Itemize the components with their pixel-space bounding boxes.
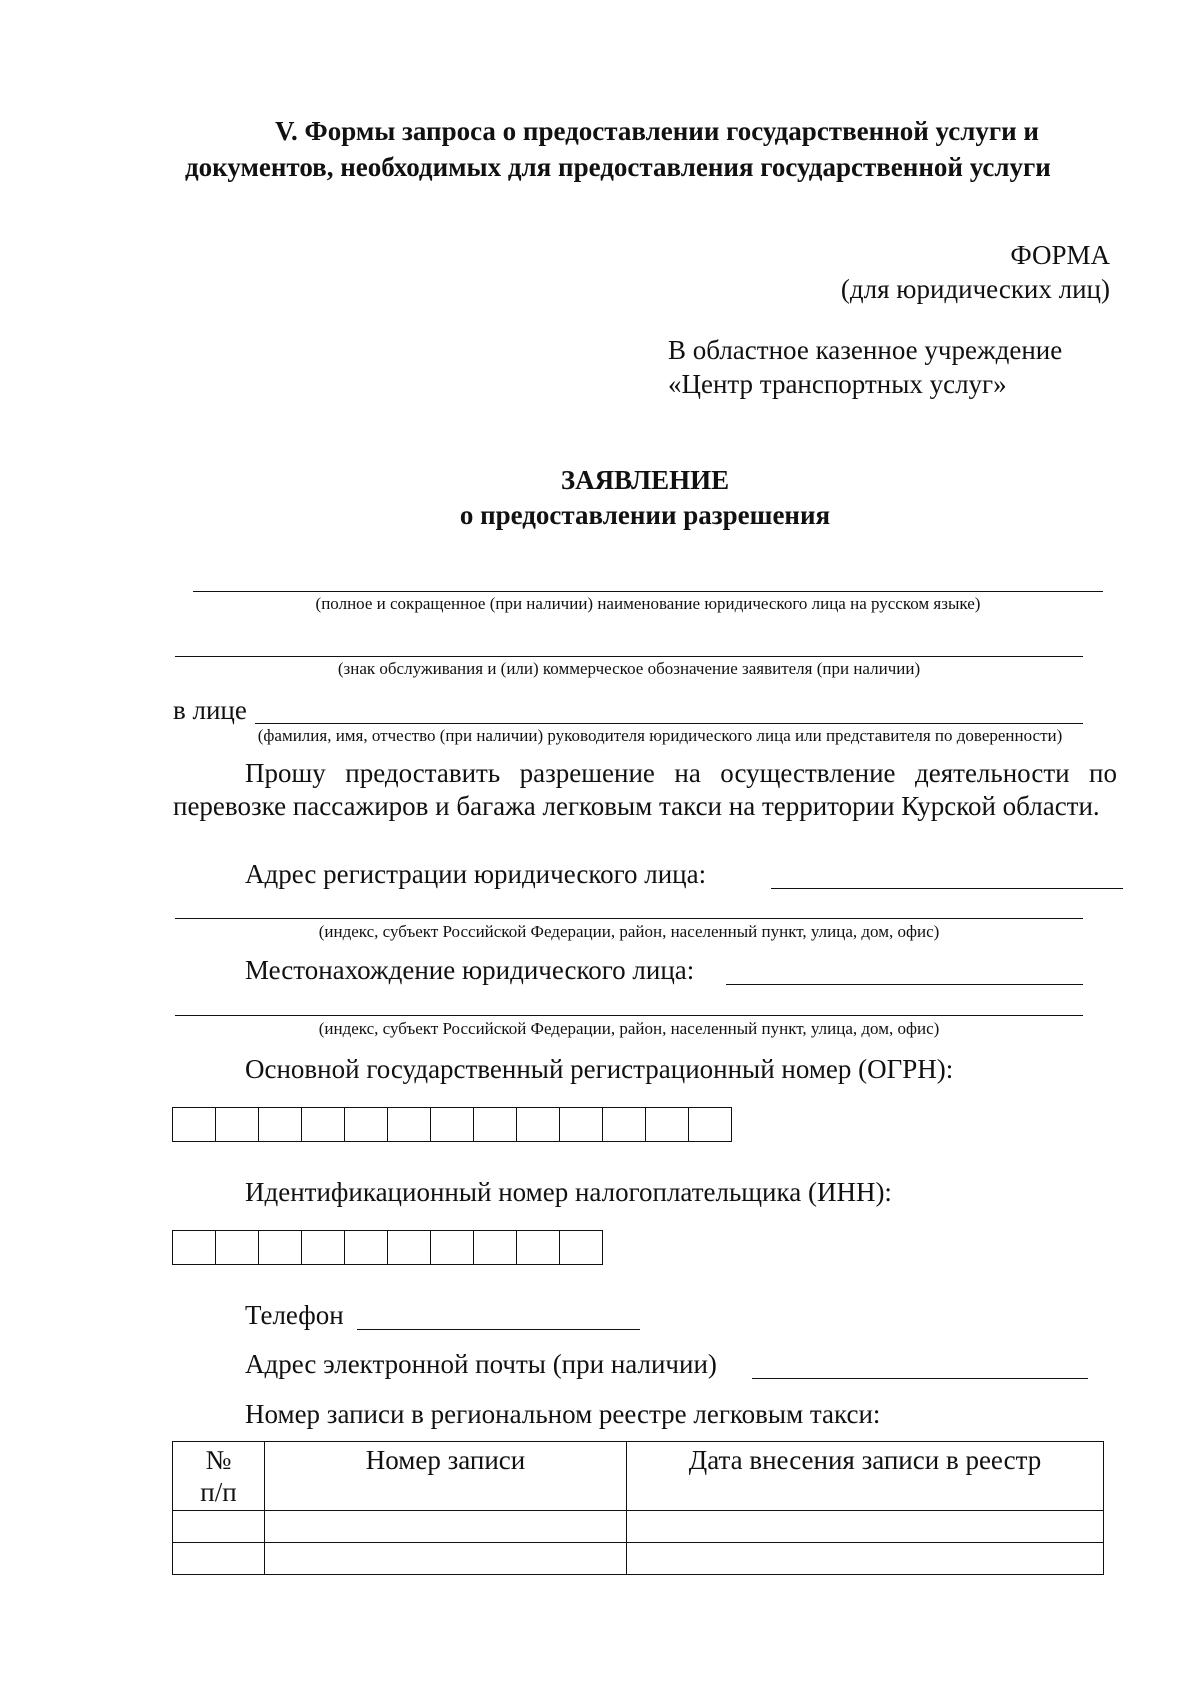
inn-label: Идентификационный номер налогоплательщика (ИНН):: [245, 1177, 892, 1207]
full-name-caption: (полное и сокращенное (при наличии) наименование юридического лица на русском языке): [315, 594, 981, 613]
column-header-record: Номер записи: [265, 1442, 627, 1511]
location-line-2[interactable]: [175, 1015, 1083, 1016]
table-cell-date[interactable]: [627, 1543, 1104, 1575]
table-row: [173, 1511, 1104, 1543]
column-header-date: Дата внесения записи в реестр: [627, 1442, 1104, 1511]
inn-cell[interactable]: [258, 1231, 301, 1264]
table-cell-number[interactable]: [173, 1543, 265, 1575]
document-title-sub: о предоставлении разрешения: [459, 500, 831, 530]
addressee-line1: В областное казенное учреждение: [668, 335, 1063, 365]
ogrn-cell[interactable]: [344, 1108, 387, 1141]
addressee-line2: «Центр транспортных услуг»: [668, 369, 1007, 399]
represented-by-line[interactable]: [255, 723, 1083, 724]
inn-cell[interactable]: [430, 1231, 473, 1264]
location-caption: (индекс, субъект Российской Федерации, район, населенный пункт, улица, дом, офис): [318, 1019, 940, 1038]
ogrn-cell[interactable]: [516, 1108, 559, 1141]
table-row: [173, 1543, 1104, 1575]
section-heading: [185, 113, 1110, 185]
inn-cell[interactable]: [344, 1231, 387, 1264]
registration-address-caption: (индекс, субъект Российской Федерации, район, населенный пункт, улица, дом, офис): [318, 922, 940, 941]
inn-cell[interactable]: [516, 1231, 559, 1264]
inn-cell[interactable]: [301, 1231, 344, 1264]
form-label-subtitle: (для юридических лиц): [840, 274, 1110, 304]
ogrn-label: Основной государственный регистрационный номер (ОГРН):: [245, 1054, 954, 1084]
column-header-number: [173, 1442, 265, 1511]
column-header-number-line2: п/п: [200, 1477, 237, 1507]
registry-table-header: [173, 1442, 1104, 1511]
registry-table: [172, 1441, 1104, 1575]
email-line[interactable]: [752, 1378, 1088, 1379]
table-cell-record[interactable]: [265, 1511, 627, 1543]
inn-cell[interactable]: [387, 1231, 430, 1264]
ogrn-cell[interactable]: [258, 1108, 301, 1141]
ogrn-cell[interactable]: [215, 1108, 258, 1141]
form-label-title: ФОРМА: [1010, 240, 1110, 270]
ogrn-cell[interactable]: [602, 1108, 645, 1141]
service-mark-line[interactable]: [175, 656, 1083, 657]
ogrn-cell[interactable]: [387, 1108, 430, 1141]
ogrn-cell[interactable]: [645, 1108, 688, 1141]
registration-address-label: Адрес регистрации юридического лица:: [245, 859, 707, 889]
inn-cell[interactable]: [473, 1231, 516, 1264]
ogrn-cell[interactable]: [688, 1108, 731, 1141]
inn-cell[interactable]: [173, 1231, 215, 1264]
ogrn-cell[interactable]: [430, 1108, 473, 1141]
phone-line[interactable]: [357, 1329, 640, 1330]
registry-label: Номер записи в региональном реестре легковым такси:: [245, 1399, 881, 1429]
phone-label: Телефон: [245, 1300, 344, 1330]
full-name-line[interactable]: [193, 591, 1103, 592]
registration-address-line-1[interactable]: [771, 888, 1123, 889]
section-heading-line1: V. Формы запроса о предоставлении государственной услуги и: [275, 116, 1039, 146]
email-label: Адрес электронной почты (при наличии): [245, 1349, 717, 1379]
ogrn-cell[interactable]: [301, 1108, 344, 1141]
document-title-main: ЗАЯВЛЕНИЕ: [560, 465, 730, 495]
document-title: [0, 463, 1200, 533]
request-paragraph: Прошу предоставить разрешение на осуществление деятельности по перевозке пассажиров и багажа легковым такси на территории Курской области.: [173, 758, 1117, 821]
addressee: [668, 333, 1062, 401]
location-label: Местонахождение юридического лица:: [245, 955, 695, 985]
form-label: [841, 238, 1110, 306]
ogrn-cell[interactable]: [173, 1108, 215, 1141]
inn-cell[interactable]: [215, 1231, 258, 1264]
ogrn-cell[interactable]: [559, 1108, 602, 1141]
table-cell-date[interactable]: [627, 1511, 1104, 1543]
table-cell-number[interactable]: [173, 1511, 265, 1543]
inn-cell[interactable]: [559, 1231, 602, 1264]
inn-cells[interactable]: [172, 1230, 603, 1265]
service-mark-caption: (знак обслуживания и (или) коммерческое обозначение заявителя (при наличии): [337, 659, 921, 678]
represented-by-caption: (фамилия, имя, отчество (при наличии) руководителя юридического лица или представителя по доверенности): [257, 726, 1063, 745]
location-line-1[interactable]: [726, 984, 1083, 985]
ogrn-cell[interactable]: [473, 1108, 516, 1141]
table-cell-record[interactable]: [265, 1543, 627, 1575]
ogrn-cells[interactable]: [172, 1107, 732, 1142]
registration-address-line-2[interactable]: [175, 918, 1083, 919]
represented-by-label: в лице: [173, 695, 247, 725]
column-header-number-line1: №: [205, 1445, 232, 1475]
section-heading-line2: документов, необходимых для предоставления государственной услуги: [185, 152, 1051, 182]
